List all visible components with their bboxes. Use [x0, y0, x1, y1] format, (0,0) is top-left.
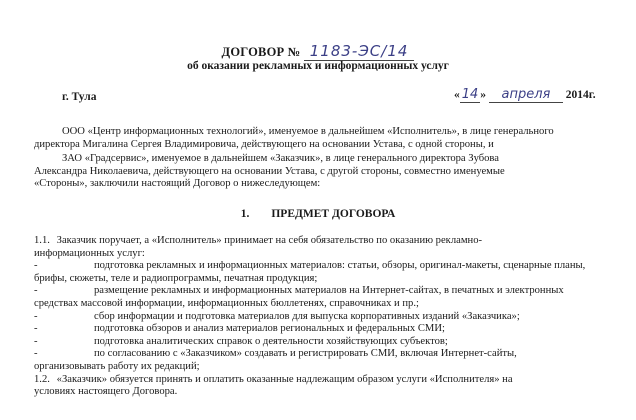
section-1-body	[34, 235, 608, 399]
party-executor-paragraph	[34, 126, 608, 151]
list-dash: -	[34, 285, 38, 297]
contract-title-prefix: ДОГОВОР №	[221, 45, 301, 59]
date-close-quote: »	[480, 89, 487, 101]
clause-1-1-line-2: информационных услуг:	[34, 247, 145, 259]
list-dash: -	[34, 335, 38, 347]
list-item	[34, 336, 608, 349]
list-item	[34, 348, 608, 361]
list-item-text: подготовка аналитических справок о деятельности хозяйствующих субъектов;	[94, 335, 448, 347]
clause-1-2-line-2: условиях настоящего Договора.	[34, 386, 178, 398]
list-item-text: подготовка обзоров и анализ материалов региональных и федеральных СМИ;	[94, 323, 445, 335]
list-dash: -	[34, 260, 38, 272]
contract-subtitle: об оказании рекламных и информационных услуг	[187, 60, 449, 72]
party-customer-line-2: Александра Николаевича, действующего на основании Устава, с другой стороны, совместно именуемые	[34, 165, 505, 177]
party-customer-line-3: «Стороны», заключили настоящий Договор о нижеследующем:	[34, 178, 321, 190]
list-dash: -	[34, 348, 38, 360]
contract-date	[454, 87, 596, 103]
clause-1-1-number: 1.1.	[34, 235, 50, 246]
list-item	[34, 311, 608, 324]
list-item	[34, 285, 608, 298]
section-number: 1.	[240, 208, 250, 220]
list-dash: -	[34, 310, 38, 322]
date-open-quote: «	[454, 89, 460, 101]
list-item-continuation: брифы, сюжеты, теле и радиопрограммы, печатная продукция;	[34, 272, 318, 284]
list-item-continuation: организовывать работу их редакций;	[34, 360, 200, 372]
clause-1-1-line-1	[34, 235, 608, 248]
clause-1-2-line-1	[34, 374, 608, 387]
party-customer-paragraph	[34, 153, 608, 191]
clause-1-2-number: 1.2.	[34, 373, 50, 385]
section-heading	[0, 208, 636, 220]
list-item-text: сбор информации и подготовка материалов для выпуска корпоративных изданий «Заказчика»;	[94, 310, 520, 322]
date-month-handwritten: апреля	[489, 87, 563, 103]
party-executor-line-2: директора Мигалина Сергея Владимировича, действующего на основании Устава, с одной стороны, и	[34, 138, 494, 150]
date-day-handwritten: 14	[461, 87, 479, 102]
contract-title	[0, 42, 636, 60]
section-title: ПРЕДМЕТ ДОГОВОРА	[271, 208, 396, 220]
list-item-text: по согласованию с «Заказчиком» создавать и регистрировать СМИ, включая Интернет-сайты,	[94, 348, 517, 360]
party-customer-line-1: ЗАО «Градсервис», именуемое в дальнейшем «Заказчик», в лице генерального директора Зубова	[62, 153, 499, 164]
list-item	[34, 323, 608, 336]
clause-1-2-text-1: «Заказчик» обязуется принять и оплатить оказанные надлежащим образом услуги «Исполнителя» на	[56, 373, 513, 385]
list-item-continuation: средствах массовой информации, информационных бюллетенях, справочниках и пр.;	[34, 297, 419, 309]
list-item-text: подготовка рекламных и информационных материалов: статьи, обзоры, оригинал-макеты, сценарные планы,	[94, 260, 586, 272]
list-item-text: размещение рекламных и информационных материалов на Интернет-сайтах, в печатных и электронных	[94, 285, 564, 297]
list-dash: -	[34, 323, 38, 335]
clause-1-1-text-1: Заказчик поручает, а «Исполнитель» принимает на себя обязательство по оказанию рекламно-	[56, 235, 483, 246]
date-year: 2014г.	[565, 89, 596, 101]
list-item	[34, 260, 608, 273]
contract-city: г. Тула	[62, 91, 97, 103]
party-executor-line-1: ООО «Центр информационных технологий», именуемое в дальнейшем «Исполнитель», в лице генерального	[62, 126, 554, 137]
contract-number-handwritten: 1183-ЭС/14	[304, 42, 415, 61]
